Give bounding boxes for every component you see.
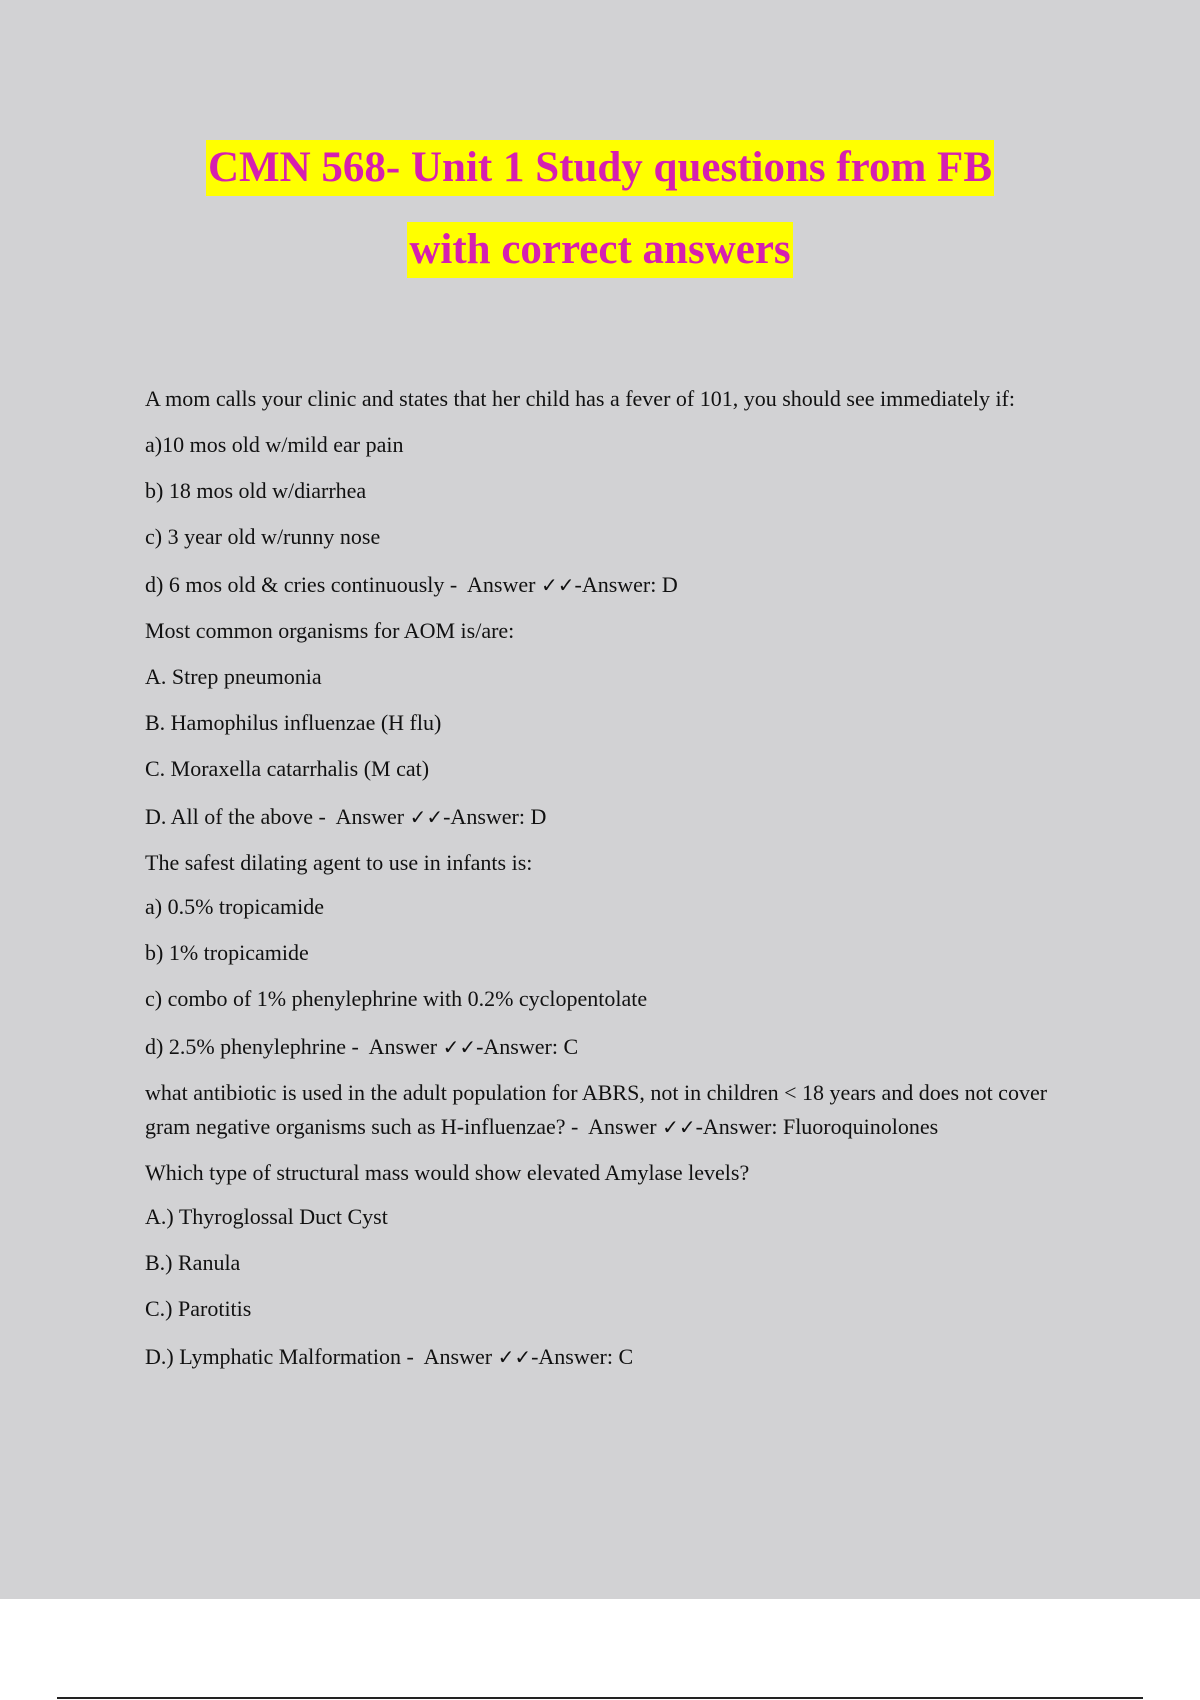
answer-option: C. Moraxella catarrhalis (M cat) [145,756,430,781]
question-with-answer: what antibiotic is used in the adult population for ABRS, not in children < 18 years and does not cover gram negative organisms such as H-influenzae? - Answer ✓✓-Answer: Fluoroquinolones [145,1080,1048,1139]
answer-option: a)10 mos old w/mild ear pain [145,432,404,457]
answer-option: A.) Thyroglossal Duct Cyst [145,1204,388,1229]
answer-option: d) 6 mos old & cries continuously [145,572,445,597]
title-line-2: with correct answers [407,222,792,278]
answer-option: D.) Lymphatic Malformation [145,1344,401,1369]
question-prompt: The safest dilating agent to use in infants is: [145,850,533,875]
answer-option-with-answer: D. All of the above - Answer ✓✓-Answer: D [145,804,547,829]
answer-option: D. All of the above [145,804,314,829]
question-prompt: Which type of structural mass would show elevated Amylase levels? [145,1160,750,1185]
title-line-1: CMN 568- Unit 1 Study questions from FB [206,140,994,196]
check-mark-icon: ✓✓ [662,1115,696,1139]
correct-answer: -Answer: Fluoroquinolones [695,1114,939,1139]
question-prompt: A mom calls your clinic and states that her child has a fever of 101, you should see immediately if: [145,386,1015,411]
answer-option: c) combo of 1% phenylephrine with 0.2% cyclopentolate [145,986,648,1011]
check-mark-icon: ✓✓ [409,805,444,829]
question-prompt: Most common organisms for AOM is/are: [145,618,515,643]
answer-label: Answer [368,1034,438,1059]
answer-label: Answer [335,804,405,829]
document-title [0,140,1200,304]
check-mark-icon: ✓✓ [442,1035,477,1059]
check-mark-icon: ✓✓ [497,1345,532,1369]
answer-option: d) 2.5% phenylephrine [145,1034,346,1059]
correct-answer: -Answer: D [574,572,678,597]
answer-option-with-answer: D.) Lymphatic Malformation - Answer ✓✓-Answer: C [145,1344,634,1369]
answer-option: a) 0.5% tropicamide [145,894,324,919]
answer-option: B. Hamophilus influenzae (H flu) [145,710,442,735]
correct-answer: -Answer: D [443,804,547,829]
answer-option-with-answer: d) 6 mos old & cries continuously - Answer ✓✓-Answer: D [145,572,678,597]
question-prompt: what antibiotic is used in the adult population for ABRS, not in children < 18 years and does not cover gram negative organisms such as H-influenzae? [145,1080,1048,1139]
answer-option: b) 18 mos old w/diarrhea [145,478,367,503]
answer-option: B.) Ranula [145,1250,241,1275]
answer-label: Answer [588,1114,657,1139]
check-mark-icon: ✓✓ [540,573,575,597]
correct-answer: -Answer: C [476,1034,579,1059]
answer-option: b) 1% tropicamide [145,940,309,965]
answer-option: c) 3 year old w/runny nose [145,524,381,549]
answer-option: C.) Parotitis [145,1296,252,1321]
answer-label: Answer [423,1344,493,1369]
question-list [145,382,1085,1386]
answer-option-with-answer: d) 2.5% phenylephrine - Answer ✓✓-Answer: C [145,1034,579,1059]
correct-answer: -Answer: C [531,1344,634,1369]
answer-option: A. Strep pneumonia [145,664,322,689]
answer-label: Answer [467,572,536,597]
footer-divider [57,1697,1143,1699]
